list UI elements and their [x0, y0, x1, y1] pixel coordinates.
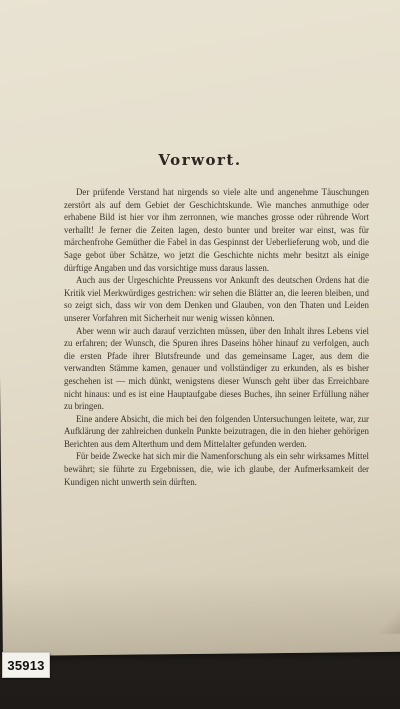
paragraph-5: Für beide Zwecke hat sich mir die Namenforschung als ein sehr wirksames Mittel bewährt; sie führte zu Ergebnissen, die, wie ich glaube, der Aufmerksamkeit der Kundigen nicht unwerth sein dürften.	[64, 451, 369, 487]
paragraph-4: Eine andere Absicht, die mich bei den folgenden Untersuchungen leitete, war, zur Aufklärung der zahlreichen dunkeln Punkte beizutragen, die in den hieher gehörigen Berichten aus dem Alterthum und dem Mittelalter gefunden werden.	[64, 413, 369, 449]
paragraph-3: Aber wenn wir auch darauf verzichten müssen, über den Inhalt ihres Lebens viel zu erfahren; der Wunsch, die Spuren ihres Daseins höher hinauf zu verfolgen, auch die ersten Pfade ihrer Blutsfreunde und das gemeinsame Lager, aus dem die verwandten Stämme kamen, genauer und vollständiger zu erkunden, als es bisher geschehen ist — mich dünkt, wenigstens dieser Wunsch geht über das Erreichbare nicht hinaus: und es ist eine Hauptaufgabe dieses Buches, ihn seiner Erfüllung näher zu bringen.	[64, 325, 369, 412]
page-corner-shadow	[374, 594, 400, 634]
paragraph-1: Der prüfende Verstand hat nirgends so viele alte und angenehme Täuschungen zerstört als auf dem Gebiet der Geschichtskunde. Wie manches anmuthige oder erhabene Bild ist hier vor ihm zerronnen, wie manches grosse oder rührende Wort verhallt! Je ferner die Zeiten lagen, desto bunter und breiter war einst, was für märchenfrohe Gemüther die Fabel in das Gespinnst der Ueberlieferung wob, und die Sage gebot über Schätze, wo jetzt die Geschichte nichts mehr besitzt als einige dürftige Angaben und das vorsichtige muss daraus lassen.	[64, 187, 369, 273]
paragraph-2: Auch aus der Urgeschichte Preussens vor Ankunft des deutschen Ordens hat die Kritik viel Merkwürdiges gestrichen: wir sehen die Blätter an, die leeren bleiben, und so zeigt sich, dass wir von dem Denken und Glauben, von den Thaten und Leiden unserer Vorfahren mit Sicherheit nur wenig wissen können.	[64, 275, 369, 323]
page-heading: Vorwort.	[158, 151, 242, 169]
preface-body	[64, 186, 369, 488]
inventory-number-sticker: 35913	[2, 652, 50, 678]
